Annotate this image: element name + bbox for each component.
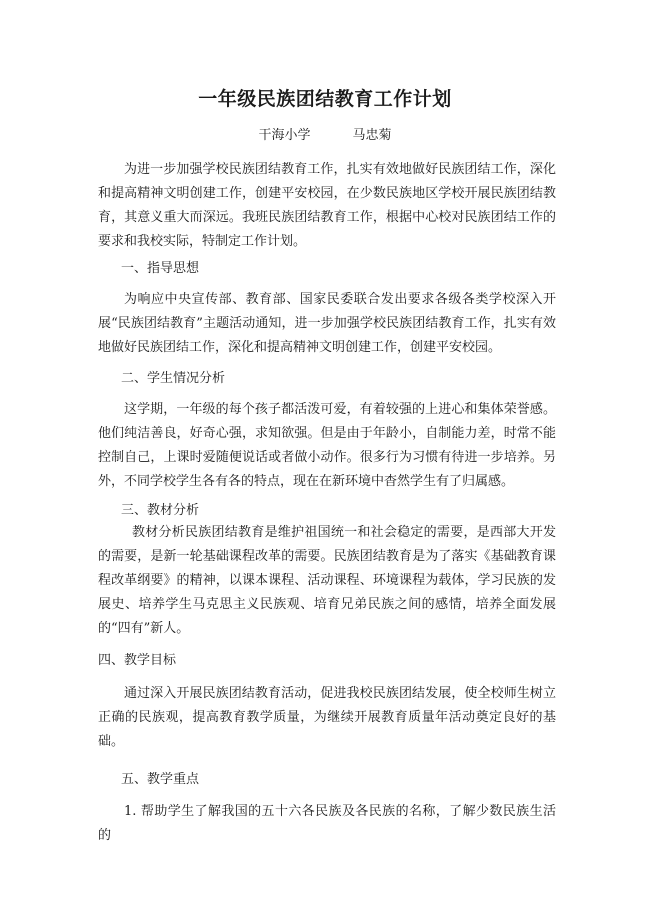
- section-heading-student-analysis: 二、学生情况分析: [121, 371, 226, 386]
- section-body-teaching-goals: 通过深入开展民族团结教育活动，促进我校民族团结发展，使全校师生树立正确的民族观，提高教育教学质量，为继续开展教育质量年活动奠定良好的基础。: [98, 686, 556, 749]
- section-body-textbook-analysis: 教材分析民族团结教育是维护祖国统一和社会稳定的需要，是西部大开发的需要，是新一轮基础课程改革的需要。民族团结教育是为了落实《基础教育课程改革纲要》的精神，以课本课程、活动课程、环境课程为载体，学习民族的发展史、培养学生马克思主义民族观、培育兄弟民族之间的感情，培养全面发展的“四有”新人。: [98, 525, 556, 636]
- section-body-teaching-focus: 1. 帮助学生了解我国的五十六各民族及各民族的名称，了解少数民族生活的: [98, 804, 556, 843]
- section-heading-guiding-thought: 一、指导思想: [121, 261, 200, 276]
- section-heading-textbook-analysis: 三、教材分析: [121, 503, 200, 518]
- section-heading-teaching-focus: 五、教学重点: [121, 772, 200, 787]
- intro-paragraph: 为进一步加强学校民族团结教育工作，扎实有效地做好民族团结工作，深化和提高精神文明创建工作，创建平安校园，在少数民族地区学校开展民族团结教育，其意义重大而深远。我班民族团结教育工作，根据中心校对民族团结工作的要求和我校实际，特制定工作计划。: [98, 162, 556, 249]
- section-body-guiding-thought: 为响应中央宣传部、教育部、国家民委联合发出要求各级各类学校深入开展“民族团结教育”主题活动通知，进一步加强学校民族团结教育工作，扎实有效地做好民族团结工作，深化和提高精神文明创建工作，创建平安校园。: [98, 292, 556, 355]
- document-title: 一年级民族团结教育工作计划: [198, 88, 452, 110]
- section-heading-teaching-goals: 四、教学目标: [98, 653, 177, 668]
- author-name: 马忠菊: [352, 128, 392, 143]
- school-name: 干海小学: [258, 128, 311, 143]
- byline: [0, 126, 650, 146]
- section-body-student-analysis: 这学期，一年级的每个孩子都活泼可爱，有着较强的上进心和集体荣誉感。他们纯洁善良，好奇心强，求知欲强。但是由于年龄小，自制能力差，时常不能控制自己，上课时爱随便说话或者做小动作。很多行为习惯有待进一步培养。另外，不同学校学生各有各的特点，现在在新环境中杳然学生有了归属感。: [98, 402, 556, 489]
